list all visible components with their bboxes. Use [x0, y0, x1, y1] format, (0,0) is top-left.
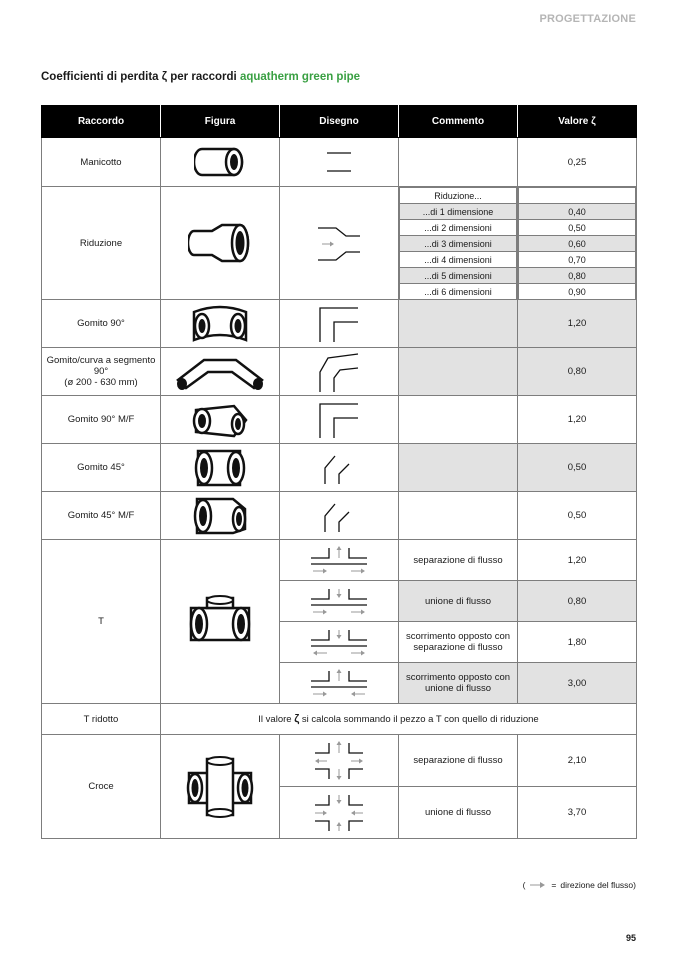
- zeta-value: 0,50: [518, 444, 637, 492]
- fitting-name: Croce: [42, 735, 161, 839]
- zeta-value: 0,25: [518, 138, 637, 187]
- zeta-value: 0,50: [519, 220, 636, 236]
- page-number: 95: [625, 933, 636, 943]
- table-row: [42, 540, 637, 704]
- table-row: [42, 348, 637, 396]
- table-row: [42, 704, 637, 735]
- col-header-figura: Figura: [161, 106, 280, 138]
- coupling-fitting-icon: [161, 138, 280, 187]
- zeta-value: 0,80: [518, 348, 637, 396]
- comment-text: separazione di flusso: [399, 735, 517, 787]
- table-row: [42, 300, 637, 348]
- fitting-name: Riduzione: [42, 187, 161, 300]
- reducer-drawing: [280, 187, 399, 300]
- table-row: [42, 138, 637, 187]
- reducer-fitting-icon: [161, 187, 280, 300]
- comment-text: ...di 6 dimensioni: [400, 284, 517, 300]
- zeta-value: 1,80: [518, 622, 636, 663]
- comment-text: ...di 5 dimensioni: [400, 268, 517, 284]
- elbow-90-mf-drawing: [280, 396, 399, 444]
- fitting-name: T ridotto: [42, 704, 161, 735]
- zeta-value: 3,70: [567, 807, 587, 818]
- zeta-value: 1,20: [518, 396, 637, 444]
- fitting-name: Manicotto: [42, 138, 161, 187]
- fitting-name: Gomito 90° M/F: [42, 396, 161, 444]
- elbow-90-mf-icon: [161, 396, 280, 444]
- tee-opposite-merge-drawing: [280, 663, 398, 703]
- comment-text: ...di 1 dimensione: [400, 204, 517, 220]
- title-main: Coefficienti di perdita ζ per raccordi: [41, 71, 237, 83]
- segmented-bend-drawing: [280, 348, 399, 396]
- tee-split-drawing: [280, 540, 398, 581]
- comment-text: scorrimento opposto con separazione di flusso: [399, 622, 517, 663]
- zeta-value: 1,20: [518, 540, 636, 581]
- segmented-bend-icon: [161, 348, 280, 396]
- comment-text: ...di 3 dimensioni: [400, 236, 517, 252]
- zeta-value: 0,70: [519, 252, 636, 268]
- comment-text: scorrimento opposto con unione di flusso: [399, 663, 517, 703]
- table-row: [42, 492, 637, 540]
- section-tag: PROGETTAZIONE: [539, 13, 636, 25]
- col-header-raccordo: Raccordo: [42, 106, 161, 138]
- title-brand: aquatherm green pipe: [239, 71, 361, 83]
- zeta-value: 0,80: [518, 581, 636, 622]
- flow-direction-legend: ( = direzione del flusso): [522, 880, 636, 890]
- zeta-value: 1,20: [518, 300, 637, 348]
- zeta-value: 0,90: [519, 284, 636, 300]
- comment-text: unione di flusso: [424, 807, 492, 818]
- tee-opposite-split-drawing: [280, 622, 398, 663]
- elbow-90-icon: [161, 300, 280, 348]
- tee-fitting-icon: [161, 540, 280, 704]
- fitting-name: Gomito 90°: [42, 300, 161, 348]
- zeta-value: 0,80: [519, 268, 636, 284]
- fitting-name: Gomito/curva a segmento 90° (ø 200 - 630 mm): [42, 348, 161, 396]
- zeta-value: 0,60: [519, 236, 636, 252]
- cross-split-drawing: [280, 735, 398, 787]
- elbow-45-icon: [161, 444, 280, 492]
- table-row: [42, 735, 637, 839]
- table-row: [42, 187, 637, 300]
- zeta-value: 2,10: [518, 735, 636, 787]
- cross-fitting-icon: [161, 735, 280, 839]
- zeta-value: 0,50: [518, 492, 637, 540]
- table-row: [42, 396, 637, 444]
- coupling-drawing: [280, 138, 399, 187]
- zeta-value: 0,40: [519, 204, 636, 220]
- elbow-45-mf-icon: [161, 492, 280, 540]
- table-row: [42, 444, 637, 492]
- reduced-tee-note: Il valore ζ si calcola sommando il pezzo a T con quello di riduzione: [161, 704, 637, 735]
- elbow-45-drawing: [280, 444, 399, 492]
- comment-text: Riduzione...: [400, 188, 517, 204]
- tee-merge-drawing: [280, 581, 398, 622]
- table-header-row: [42, 106, 637, 138]
- comment-text: separazione di flusso: [399, 540, 517, 581]
- comment-text: ...di 2 dimensioni: [400, 220, 517, 236]
- comment-text: unione di flusso: [399, 581, 517, 622]
- col-header-valore: Valore ζ: [518, 106, 637, 138]
- page-title: [41, 71, 360, 83]
- fitting-name: T: [42, 540, 161, 704]
- loss-coefficient-table: [41, 105, 637, 839]
- cross-merge-drawing: [280, 787, 398, 838]
- fitting-name: Gomito 45° M/F: [42, 492, 161, 540]
- flow-arrow-icon: [529, 881, 547, 889]
- col-header-disegno: Disegno: [280, 106, 399, 138]
- comment-text: ...di 4 dimensioni: [400, 252, 517, 268]
- zeta-value: 3,00: [518, 663, 636, 703]
- elbow-45-mf-drawing: [280, 492, 399, 540]
- col-header-commento: Commento: [399, 106, 518, 138]
- fitting-name: Gomito 45°: [42, 444, 161, 492]
- elbow-90-drawing: [280, 300, 399, 348]
